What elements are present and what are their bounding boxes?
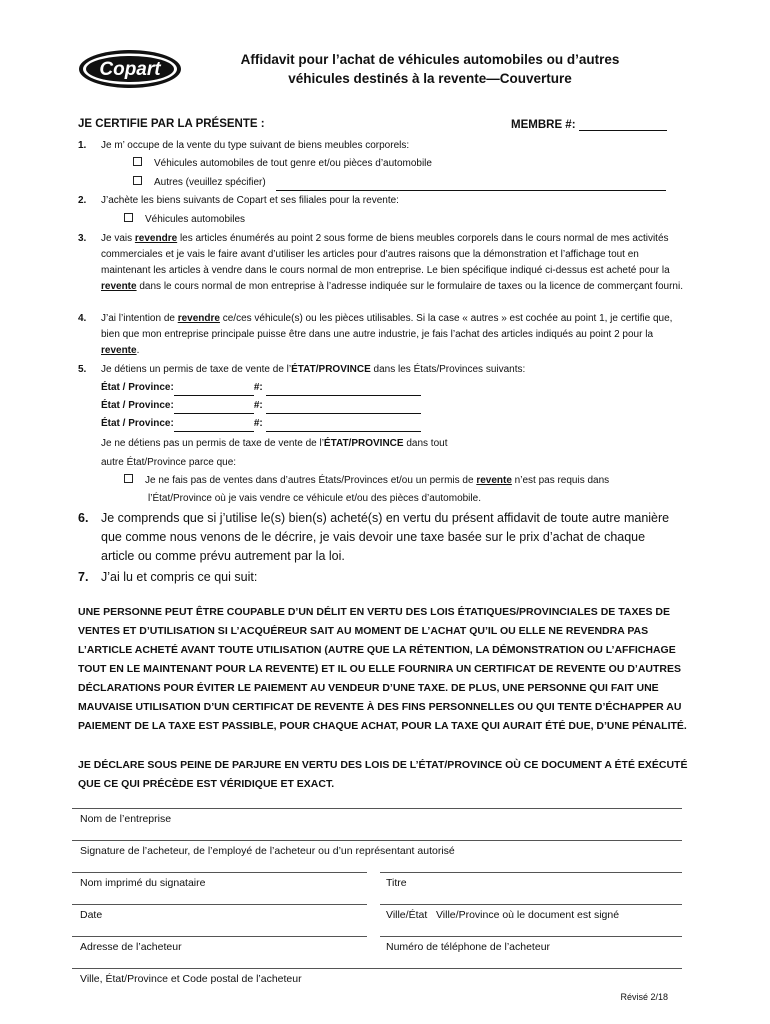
no-permit-text: Je ne détiens pas un permis de taxe de vente de l’ÉTAT/PROVINCE dans tout (101, 438, 448, 449)
buyer-address-label: Adresse de l’acheteur (80, 941, 182, 953)
checkbox-box[interactable] (133, 157, 142, 166)
item-number: 2. (78, 195, 87, 206)
checkbox-no-sales[interactable]: Je ne fais pas de ventes dans d’autres États/Provinces et/ou un permis de revente n’est pas requis dans (124, 473, 684, 489)
company-name-field[interactable] (72, 808, 682, 809)
checkbox-label: Véhicules automobiles (145, 214, 246, 225)
checkbox-box[interactable] (124, 213, 133, 222)
item-number: 5. (78, 364, 87, 375)
checkbox-motor-vehicles[interactable] (124, 212, 245, 228)
member-number-field[interactable] (579, 118, 667, 131)
item-1-text: Je m’ occupe de la vente du type suivant de biens meubles corporels: (101, 140, 410, 151)
item-number: 1. (78, 140, 87, 151)
copart-logo (78, 48, 182, 90)
permit-number-field[interactable] (266, 402, 421, 414)
buyer-address-field[interactable] (72, 936, 367, 937)
title-label: Titre (386, 877, 407, 889)
item-number: 4. (78, 313, 87, 324)
permit-number-field[interactable] (266, 384, 421, 396)
member-number (511, 118, 667, 131)
title-field[interactable] (380, 872, 682, 873)
date-label: Date (80, 909, 103, 921)
member-label: MEMBRE #: (511, 119, 576, 131)
item-number: 6. (78, 511, 89, 525)
company-name-label: Nom de l’entreprise (80, 813, 172, 825)
checkbox-box[interactable] (124, 474, 133, 483)
printed-name-field[interactable] (72, 872, 367, 873)
permit-number-field[interactable] (266, 420, 421, 432)
checkbox-label: Autres (veuillez spécifier) (154, 177, 266, 188)
buyer-phone-field[interactable] (380, 936, 682, 937)
title-line-1: Affidavit pour l’achat de véhicules automobiles ou d’autres (240, 52, 620, 67)
state-field[interactable] (174, 384, 254, 396)
item-7-text: J’ai lu et compris ce qui suit: (101, 570, 258, 584)
logo-text: Copart (99, 59, 161, 80)
signature-field[interactable] (72, 840, 682, 841)
state-field[interactable] (174, 420, 254, 432)
state-field[interactable] (174, 402, 254, 414)
other-specify-field[interactable] (276, 179, 666, 191)
legal-warning: UNE PERSONNE PEUT ÊTRE COUPABLE D’UN DÉLIT EN VERTU DES LOIS ÉTATIQUES/PROVINCIALES DE TAXES DE VENTES ET D’UTILISATION SI L’ACQUÉREUR SAIT AU MOMENT DE L’ACHAT QU’IL OU ELLE NE REVENDRA PAS L’ARTICLE ACHETÉ AVANT TOUTE UTILISATION (AUTRE QUE LA RÉTENTION, LA DÉMONSTRATION OU L’AFFICHAGE TOUT EN LE MAINTENANT POUR LA REVENTE) ET IL OU ELLE FOURNIRA UN CERTIFICAT DE REVENTE OU D’AUTRES DÉCLARATIONS POUR ÉVITER LE PAIEMENT AU VENDEUR D’UNE TAXE. DE PLUS, UNE PERSONNE QUI FAIT UNE MAUVAISE UTILISATION D’UN CERTIFICAT DE REVENTE À DES FINS PERSONNELLES OU QUI TENTE D’ÉCHAPPER AU PAIEMENT DE LA TAXE EST PASSIBLE, POUR CHAQUE ACHAT, POUR LA TAXE QUI AURAIT ÉTÉ DUE, D’UNE PÉNALITÉ. (78, 606, 687, 732)
revision-date: Révisé 2/18 (620, 992, 668, 1002)
date-field[interactable] (72, 904, 367, 905)
page-title (200, 50, 660, 88)
item-number: 3. (78, 233, 87, 244)
state-permit-row: État / Province: #: (101, 380, 421, 396)
state-permit-row: État / Province: #: (101, 416, 421, 432)
checkbox-vehicles-parts[interactable] (133, 156, 432, 172)
checkbox-other[interactable] (133, 175, 666, 191)
buyer-city-zip-field[interactable] (72, 968, 682, 969)
certify-heading: JE CERTIFIE PAR LA PRÉSENTE : (78, 118, 265, 130)
printed-name-label: Nom imprimé du signataire (80, 877, 206, 889)
checkbox-box[interactable] (133, 176, 142, 185)
item-3-text: Je vais revendre les articles énumérés au point 2 sous forme de biens meubles corporels dans le cours normal de mes activités commerciales et je vais le faire avant d’utiliser les articles pour d’autres raisons que la démonstration et l’affichage tout en maintenant les articles à vendre dans le cours normal de mon entreprise. Le bien spécifique indiqué ci-dessus est acheté pour la revente dans le cours normal de mon entreprise à l’adresse indiquée sur le formulaire de taxes ou la licence de commerçant fourni. (101, 233, 683, 292)
item-number: 7. (78, 570, 89, 584)
item-4-text: J’ai l’intention de revendre ce/ces véhicule(s) ou les pièces utilisables. Si la case « autres » est cochée au point 1, je certifie que, bien que mon entreprise principale puisse être dans une autre industrie, je fais l’achat des articles indiqués au point 2 pour la revente. (101, 313, 673, 356)
no-sales-text-2: l’État/Province où je vais vendre ce véhicule et/ou des pièces d’automobile. (148, 493, 481, 504)
item-2-text: J’achète les biens suivants de Copart et ses filiales pour la revente: (101, 195, 399, 206)
buyer-phone-label: Numéro de téléphone de l’acheteur (386, 941, 551, 953)
city-state-signed-label: Ville/État Ville/Province où le document est signé (386, 909, 620, 921)
city-state-signed-field[interactable] (380, 904, 682, 905)
item-6-text: Je comprends que si j’utilise le(s) bien(s) acheté(s) en vertu du présent affidavit de toute autre manière que comme nous venons de le décrire, je vais devoir une taxe basée sur le prix d’achat de chaque article ou comme prévu autrement par la loi. (101, 511, 670, 563)
perjury-declaration: JE DÉCLARE SOUS PEINE DE PARJURE EN VERTU DES LOIS DE L’ÉTAT/PROVINCE OÙ CE DOCUMENT A ÉTÉ EXÉCUTÉ QUE CE QUI PRÉCÈDE EST VÉRIDIQUE ET EXACT. (78, 759, 688, 790)
buyer-city-zip-label: Ville, État/Province et Code postal de l’acheteur (80, 973, 302, 985)
title-line-2: véhicules destinés à la revente—Couverture (288, 71, 572, 86)
state-permit-row: État / Province: #: (101, 398, 421, 414)
checkbox-label: Véhicules automobiles de tout genre et/ou pièces d’automobile (154, 158, 432, 169)
signature-label: Signature de l’acheteur, de l’employé de l’acheteur ou d’un représentant autorisé (80, 845, 455, 857)
item-5-text: Je détiens un permis de taxe de vente de l’ÉTAT/PROVINCE dans les États/Provinces suivants: (101, 364, 526, 375)
no-permit-text-2: autre État/Province parce que: (101, 457, 237, 468)
